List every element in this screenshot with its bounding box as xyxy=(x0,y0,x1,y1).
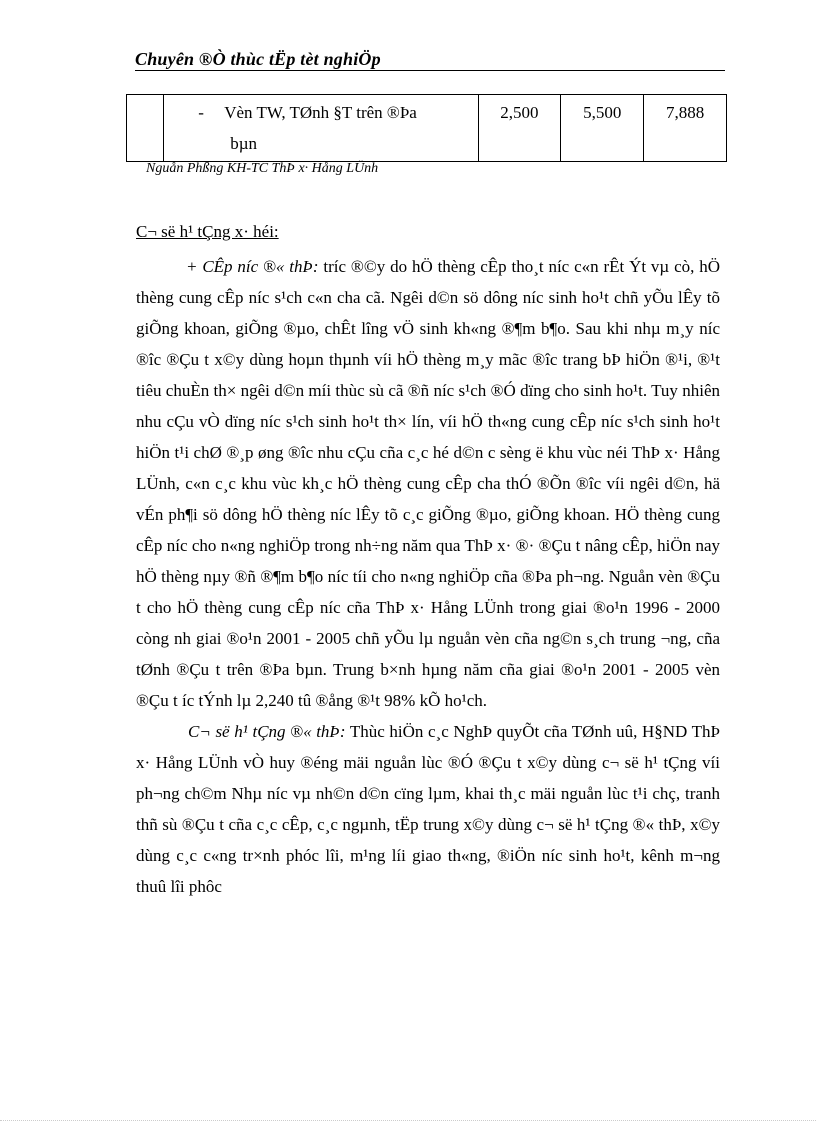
paragraph-lead: C¬ së h¹ tÇng ®« thÞ: xyxy=(188,722,346,741)
paragraph-text: Thùc hiÖn c¸c NghÞ quyÕt cña TØnh uû, H§ND ThÞ x· Hång LÜnh vÒ huy ®éng mäi nguån lùc ®Ó ®Çu t x©y dùng c¬ së h¹ tÇng víi ph¬ng ch©m Nhµ níc vµ nh©n d©n cïng lµm, khai th¸c mäi nguån lùc t¹i chç, tranh thñ sù ®Çu t cña c¸c cÊp, c¸c ngµnh, tËp trung x©y dùng c¬ së h¹ tÇng ®« thÞ, x©y dùng c¸c c«ng tr×nh phóc lîi, m¹ng líi giao th«ng, ®iÖn níc sinh ho¹t, kênh m¬ng thuû lîi phôc xyxy=(136,722,720,896)
header-title: Chuyên ®Ò thùc tËp tèt nghiÖp xyxy=(135,49,381,69)
paragraph xyxy=(136,251,720,716)
section-heading: C¬ së h¹ tÇng x· héi: xyxy=(136,222,279,241)
paragraph xyxy=(136,716,720,902)
label-line-1: Vèn TW, TØnh §T trên ®Þa xyxy=(224,103,417,122)
table-row xyxy=(127,95,727,162)
paragraph-lead: + CÊp níc ®« thÞ: xyxy=(186,257,319,276)
page-bottom-rule xyxy=(0,1120,816,1121)
table-cell-index xyxy=(127,95,164,162)
page-header xyxy=(135,48,725,71)
list-dash: - xyxy=(198,103,204,122)
label-line-2: bµn xyxy=(230,134,257,153)
data-table xyxy=(126,94,727,162)
table-cell-value: 7,888 xyxy=(644,95,727,162)
source-note: Nguån Phßng KH-TC ThÞ x· Hång LÜnh xyxy=(146,161,379,176)
paragraph-text: tríc ®©y do hÖ thèng cÊp tho¸t níc c«n rÊt Ýt vµ cò, hÖ thèng cung cÊp níc s¹ch c«n cha cã. Ngêi d©n sö dông níc sinh ho¹t chñ yÕu lÊy tõ giÕng khoan, giÕng ®µo, chÊt lîng vÖ sinh kh«ng ®¶m b¶o. Sau khi nhµ m¸y níc ®îc ®Çu t x©y dùng hoµn thµnh víi hÖ thèng m¸y mãc ®îc trang bÞ hiÖn ®¹i, ®¹t tiêu chuÈn th× ngêi d©n míi thùc sù cã ®ñ níc s¹ch ®Ó dïng cho sinh ho¹t. Tuy nhiên nhu cÇu vÒ dïng níc s¹ch sinh ho¹t th× lín, víi hÖ th«ng cung cÊp níc s¹ch sinh ho¹t hiÖn t¹i chØ ®¸p øng ®îc nhu cÇu cña c¸c hé d©n c sèng ë khu vùc néi ThÞ x· Hång LÜnh, c«n c¸c khu vùc kh¸c hÖ thèng cung cÊp cha thÓ ®Õn ®îc víi ngêi d©n, hä vÉn ph¶i sö dông hÖ thèng níc lÊy tõ c¸c giÕng ®µo, giÕng khoan. HÖ thèng cung cÊp níc cho n«ng nghiÖp trong nh÷ng năm qua ThÞ x· ®· ®Çu t nâng cÊp, hiÖn nay hÖ thèng nµy ®ñ ®¶m b¶o níc tíi cho n«ng nghiÖp cña ®Þa ph¬ng. Nguån vèn ®Çu t cho hÖ thèng cung cÊp níc cña ThÞ x· Hång LÜnh trong giai ®o¹n 1996 - 2000 còng nh giai ®o¹n 2001 - 2005 chñ yÕu lµ nguån vèn cña ng©n s¸ch trung ¬ng, cña tØnh ®Çu t trên ®Þa bµn. Trung b×nh hµng năm cña giai ®o¹n 2001 - 2005 vèn ®Çu t íc tÝnh lµ 2,240 tû ®ång ®¹t 98% kÕ ho¹ch. xyxy=(136,257,720,710)
table-cell-label xyxy=(164,95,478,162)
table-cell-value: 2,500 xyxy=(478,95,561,162)
body-text xyxy=(136,251,720,902)
table-cell-value: 5,500 xyxy=(561,95,644,162)
